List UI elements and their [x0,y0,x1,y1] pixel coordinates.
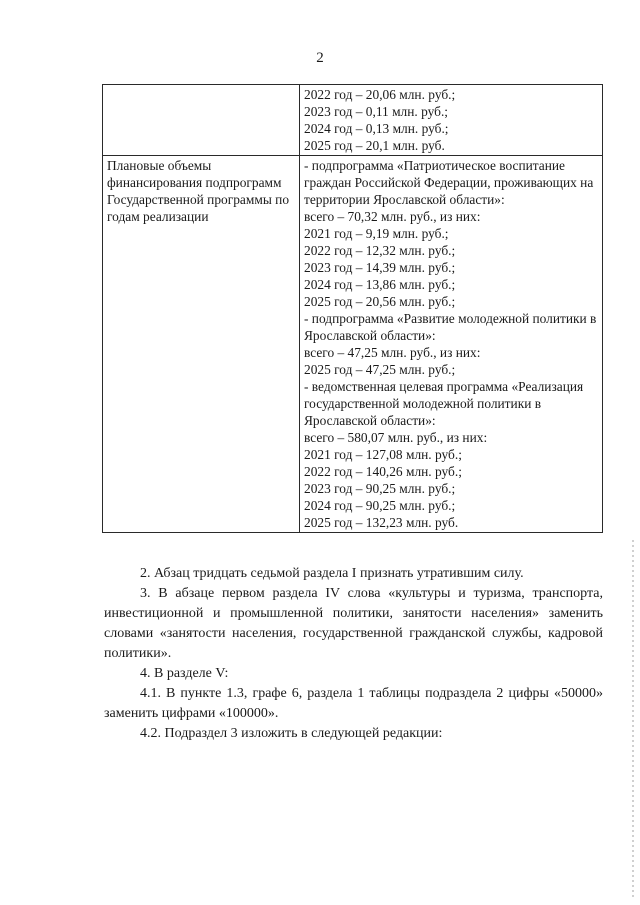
paragraph: 3. В абзаце первом раздела IV слова «культуры и туризма, транспорта, инвестиционной и промышленной политики, занятости населения» заменить словами «занятости населения, государственной гражданской службы, кадровой политики». [104,586,603,661]
amount-line: всего – 47,25 млн. руб., из них: [304,345,481,360]
subprogram-title: - ведомственная целевая программа «Реализация государственной молодежной политики в Ярославской области»: [304,379,584,428]
table-cell-values [300,85,603,156]
table-cell-label: Плановые объемы финансирования подпрограмм Государственной программы по годам реализации [103,156,300,533]
amount-line: 2022 год – 12,32 млн. руб.; [304,243,456,258]
page-number: 2 [316,50,324,66]
subprogram-title: - подпрограмма «Патриотическое воспитание граждан Российской Федерации, проживающих на территории Ярославской области»: [304,158,594,207]
table-cell-label [103,85,300,156]
amount-line: 2025 год – 20,56 млн. руб.; [304,294,456,309]
table-cell-values [300,156,603,533]
scan-edge-marks [632,540,634,900]
amount-line: 2021 год – 127,08 млн. руб.; [304,447,462,462]
amount-line: 2025 год – 47,25 млн. руб.; [304,362,456,377]
amount-line: 2025 год – 20,1 млн. руб. [304,138,445,153]
table-row [103,85,603,156]
amount-line: 2023 год – 14,39 млн. руб.; [304,260,456,275]
paragraph: 4.2. Подраздел 3 изложить в следующей редакции: [140,726,443,741]
paragraph: 4. В разделе V: [140,666,229,681]
amount-line: 2023 год – 0,11 млн. руб.; [304,104,449,119]
amount-line: 2021 год – 9,19 млн. руб.; [304,226,449,241]
amount-line: 2025 год – 132,23 млн. руб. [304,515,459,530]
amount-line: всего – 70,32 млн. руб., из них: [304,209,481,224]
financing-table [102,84,603,533]
amount-line: 2022 год – 140,26 млн. руб.; [304,464,462,479]
amount-line: 2023 год – 90,25 млн. руб.; [304,481,456,496]
amount-line: всего – 580,07 млн. руб., из них: [304,430,488,445]
amount-line: 2024 год – 90,25 млн. руб.; [304,498,456,513]
document-body [104,564,603,744]
table-row [103,156,603,533]
subprogram-title: - подпрограмма «Развитие молодежной политики в Ярославской области»: [304,311,597,343]
amount-line: 2024 год – 13,86 млн. руб.; [304,277,456,292]
paragraph: 2. Абзац тридцать седьмой раздела I признать утратившим силу. [140,566,524,581]
amount-line: 2024 год – 0,13 млн. руб.; [304,121,449,136]
amount-line: 2022 год – 20,06 млн. руб.; [304,87,456,102]
paragraph: 4.1. В пункте 1.3, графе 6, раздела 1 таблицы подраздела 2 цифры «50000» заменить цифрами «100000». [104,686,603,721]
